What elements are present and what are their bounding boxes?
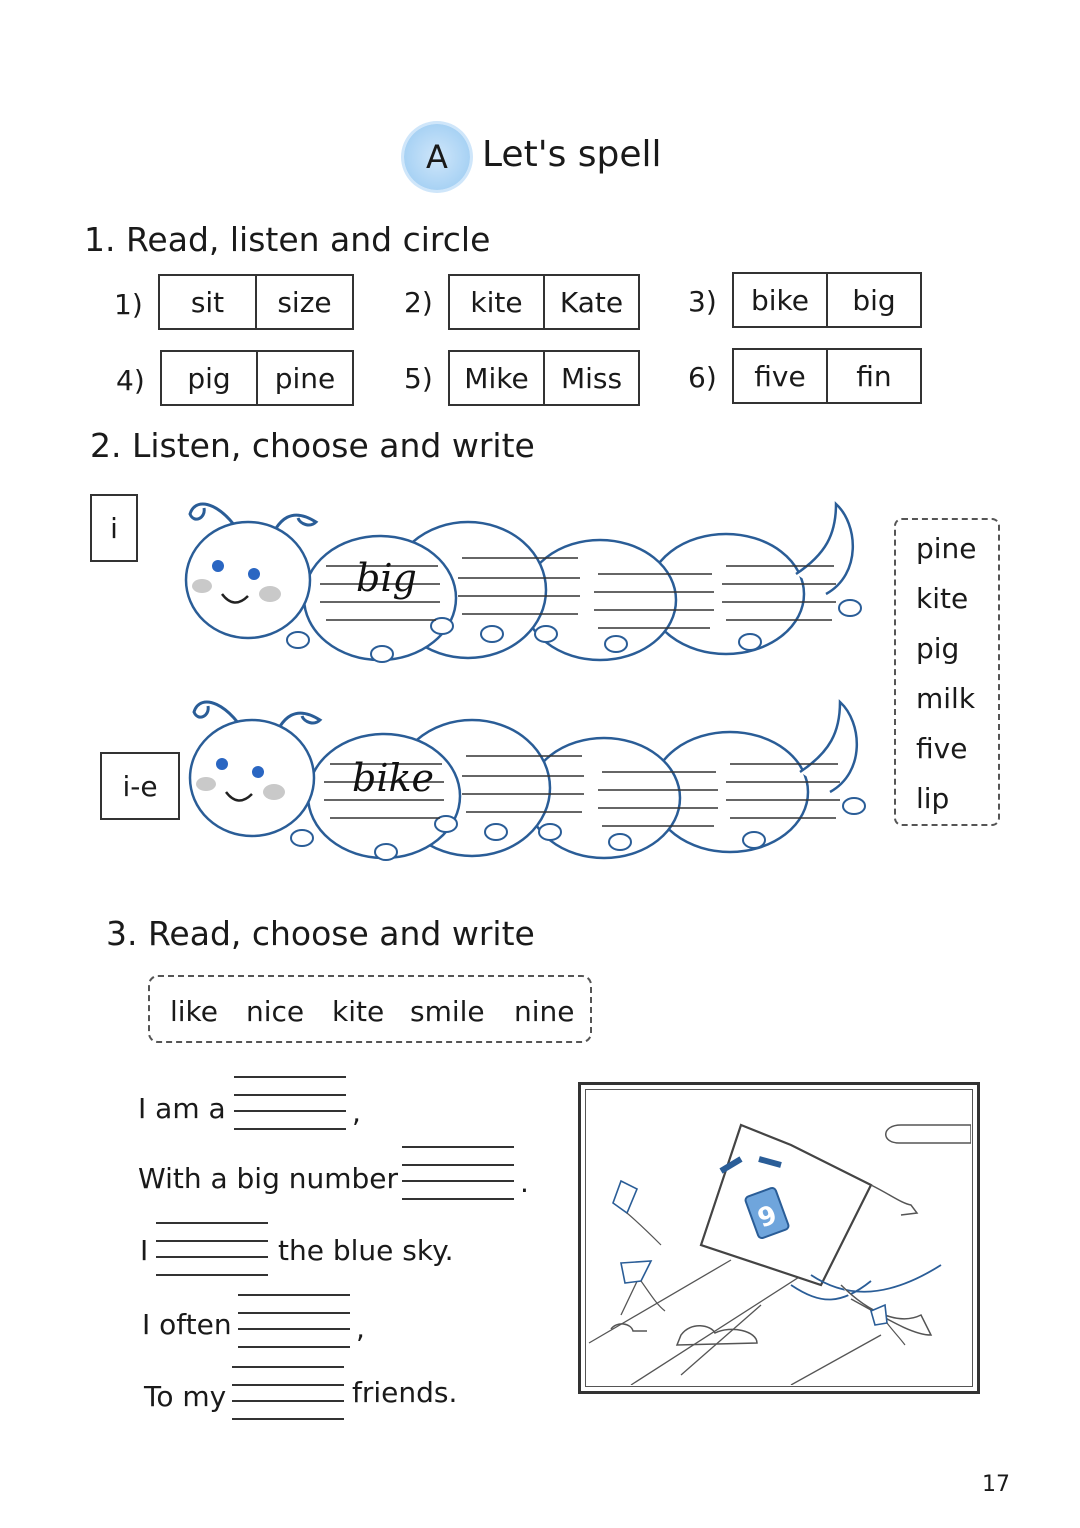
- word-option: smile: [410, 995, 485, 1028]
- page-title: Let's spell: [482, 134, 662, 175]
- word-option: like: [170, 995, 219, 1028]
- item-number: 6): [688, 361, 717, 394]
- example-answer: big: [356, 556, 417, 600]
- choice-option[interactable]: bike: [751, 283, 809, 317]
- word-option: pig: [916, 632, 960, 665]
- item-number: 5): [404, 362, 433, 395]
- section2-title: 2. Listen, choose and write: [90, 426, 535, 465]
- sentence-text: friends.: [352, 1376, 458, 1409]
- answer-blank[interactable]: [402, 1146, 514, 1200]
- word-option: lip: [916, 782, 950, 815]
- word-option: kite: [916, 582, 969, 615]
- choice-option[interactable]: fin: [826, 350, 920, 402]
- sentence-text: I often: [142, 1308, 232, 1341]
- kites-illustration: [581, 1085, 971, 1385]
- kites-picture: [578, 1082, 980, 1394]
- sentence-text: the blue sky.: [278, 1234, 454, 1267]
- choice-option[interactable]: pig: [187, 361, 231, 395]
- choice-option[interactable]: Kate: [543, 276, 638, 328]
- page-number: 17: [982, 1472, 1010, 1497]
- item-number: 4): [116, 364, 145, 397]
- item-number: 2): [404, 286, 433, 319]
- sentence-punct: .: [520, 1166, 529, 1199]
- choice-option[interactable]: kite: [470, 285, 523, 319]
- choice-option[interactable]: pine: [256, 352, 352, 404]
- sentence-text: I: [140, 1234, 149, 1267]
- sound-label-text: i-e: [122, 769, 158, 803]
- item-number: 3): [688, 285, 717, 318]
- answer-blank[interactable]: [238, 1294, 350, 1348]
- word-option: five: [916, 732, 968, 765]
- sound-label-text: i: [110, 511, 118, 545]
- sentence-text: With a big number: [138, 1162, 399, 1195]
- answer-blank[interactable]: [234, 1076, 346, 1130]
- word-option: kite: [332, 995, 385, 1028]
- section3-title: 3. Read, choose and write: [106, 914, 535, 953]
- word-option: nice: [246, 995, 305, 1028]
- sentence-text: To my: [144, 1380, 227, 1413]
- word-option: pine: [916, 532, 977, 565]
- sentence-punct: ,: [356, 1312, 365, 1345]
- kite-number: 9: [753, 1199, 782, 1235]
- sentence-punct: ,: [352, 1096, 361, 1129]
- section1-title: 1. Read, listen and circle: [84, 220, 491, 259]
- sentence-text: I am a: [138, 1092, 226, 1125]
- word-option: nine: [514, 995, 575, 1028]
- word-option: milk: [916, 682, 976, 715]
- choice-option[interactable]: five: [754, 359, 806, 393]
- choice-option[interactable]: Miss: [543, 352, 638, 404]
- word-bank-horizontal: [148, 975, 592, 1043]
- choice-option[interactable]: Mike: [464, 361, 529, 395]
- answer-blank[interactable]: [156, 1222, 268, 1276]
- choice-option[interactable]: size: [255, 276, 352, 328]
- word-bank-vertical: [894, 518, 1000, 826]
- choice-option[interactable]: big: [826, 274, 920, 326]
- badge-letter: A: [426, 138, 448, 176]
- example-answer: bike: [352, 756, 434, 800]
- answer-blank[interactable]: [232, 1366, 344, 1420]
- choice-option[interactable]: sit: [190, 285, 225, 319]
- item-number: 1): [114, 288, 143, 321]
